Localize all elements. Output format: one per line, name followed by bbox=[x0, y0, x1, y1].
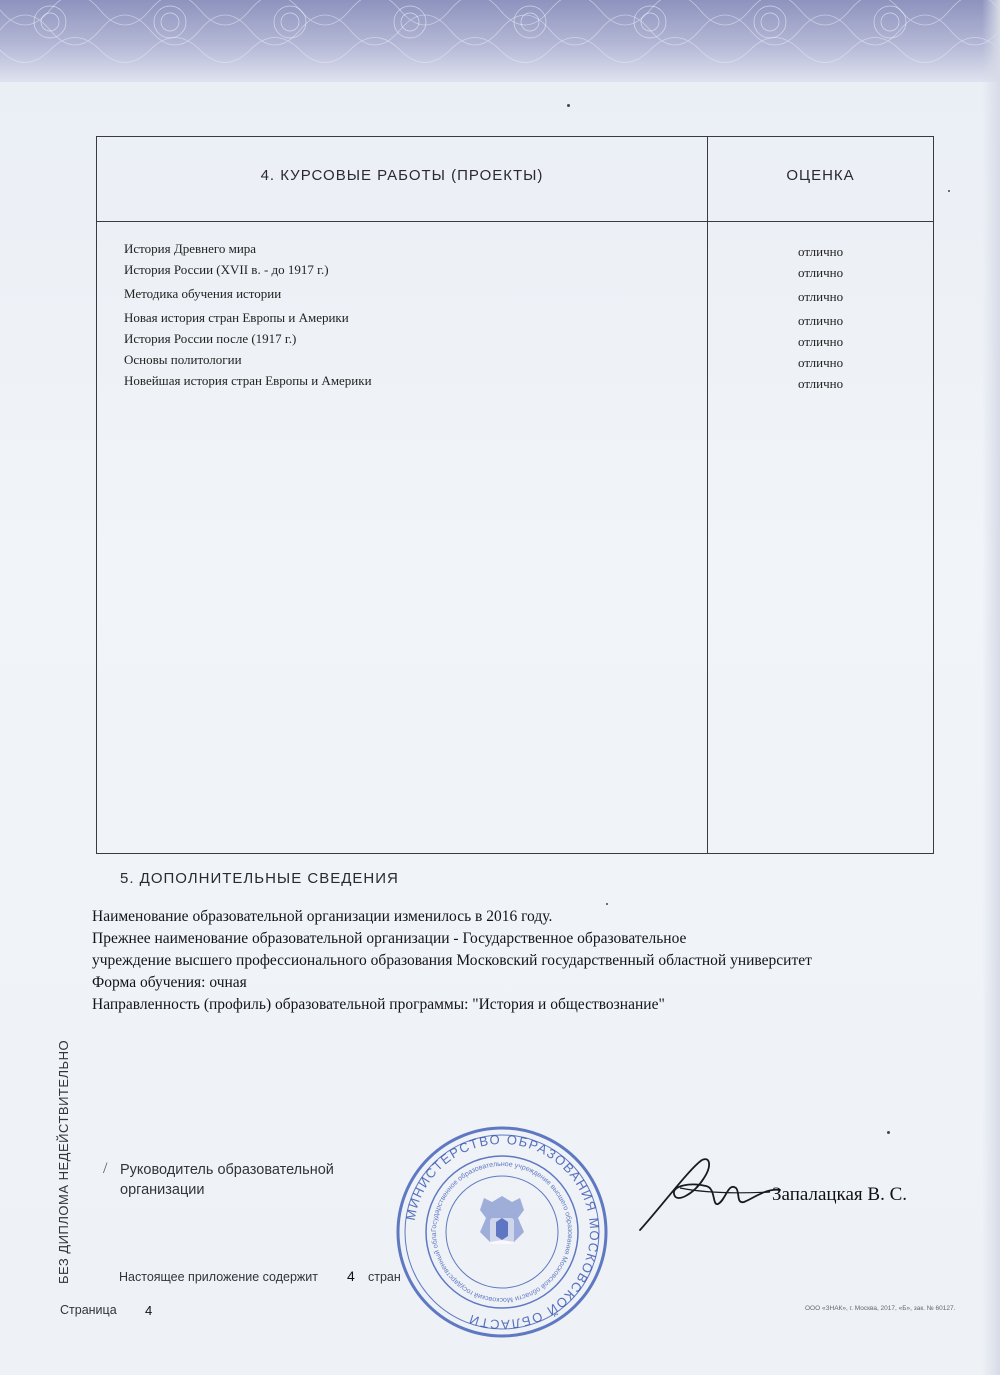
guilloche-pattern bbox=[0, 0, 1000, 82]
course-grade: отлично bbox=[798, 244, 844, 259]
paper-speck bbox=[606, 903, 608, 905]
stamp-outer-text: МИНИСТЕРСТВО ОБРАЗОВАНИЯ МОСКОВСКОЙ ОБЛАСТИ bbox=[402, 1131, 603, 1333]
course-works-title: 4. КУРСОВЫЕ РАБОТЫ (ПРОЕКТЫ) bbox=[260, 167, 544, 184]
info-line: Направленность (профиль) образовательной программы: "История и обществознание" bbox=[92, 996, 665, 1013]
course-grade: отлично bbox=[798, 334, 844, 349]
paper-speck bbox=[948, 190, 950, 192]
stamp-inner-text: Государственное образовательное учреждение высшего образования Московской области Московский государственный обла bbox=[430, 1160, 574, 1304]
course-grade: отлично bbox=[798, 355, 844, 370]
pages-note: Настоящее приложение содержит bbox=[119, 1270, 318, 1284]
info-line: Прежнее наименование образовательной организации - Государственное образовательное bbox=[92, 930, 687, 947]
paper-speck bbox=[567, 104, 570, 107]
additional-info-text bbox=[92, 906, 952, 1016]
page-number: 4 bbox=[145, 1303, 153, 1318]
course-grade: отлично bbox=[798, 265, 844, 280]
head-role-label: Руководитель образовательной организации bbox=[120, 1162, 334, 1198]
grade-column-header: ОЦЕНКА bbox=[786, 167, 855, 184]
course-name: Основы политологии bbox=[124, 352, 242, 367]
paper-speck bbox=[887, 1131, 890, 1134]
course-works-table bbox=[96, 136, 934, 854]
printer-imprint: ООО «ЗНАК», г. Москва, 2017, «Б», зак. № 60127. bbox=[805, 1305, 956, 1312]
info-line: учреждение высшего профессионального образования Московский государственный областной университет bbox=[92, 952, 812, 969]
course-name: Методика обучения истории bbox=[124, 286, 282, 301]
info-line: Наименование образовательной организации изменилось в 2016 году. bbox=[92, 908, 553, 925]
course-list bbox=[97, 137, 933, 853]
validity-side-note: БЕЗ ДИПЛОМА НЕДЕЙСТВИТЕЛЬНО bbox=[56, 1039, 71, 1284]
info-line: Форма обучения: очная bbox=[92, 974, 247, 991]
course-name: История России (XVII в. - до 1917 г.) bbox=[124, 262, 329, 277]
course-grade: отлично bbox=[798, 313, 844, 328]
organization-stamp bbox=[392, 1122, 612, 1342]
course-name: Новая история стран Европы и Америки bbox=[124, 310, 349, 325]
course-grade: отлично bbox=[798, 289, 844, 304]
additional-info-title: 5. ДОПОЛНИТЕЛЬНЫЕ СВЕДЕНИЯ bbox=[120, 870, 399, 887]
course-name: История России после (1917 г.) bbox=[124, 331, 297, 346]
handwritten-signature bbox=[620, 1148, 790, 1248]
course-name: История Древнего мира bbox=[124, 241, 257, 256]
signer-name: Запалацкая В. С. bbox=[772, 1184, 908, 1205]
page-edge-shadow bbox=[982, 0, 1000, 1375]
page-label: Страница bbox=[60, 1303, 117, 1317]
guilloche-band bbox=[0, 0, 1000, 82]
slash-mark: / bbox=[103, 1160, 108, 1177]
pages-tail: стран bbox=[368, 1270, 401, 1284]
pages-count: 4 bbox=[347, 1268, 355, 1284]
course-grade: отлично bbox=[798, 376, 844, 391]
course-name: Новейшая история стран Европы и Америки bbox=[124, 373, 372, 388]
